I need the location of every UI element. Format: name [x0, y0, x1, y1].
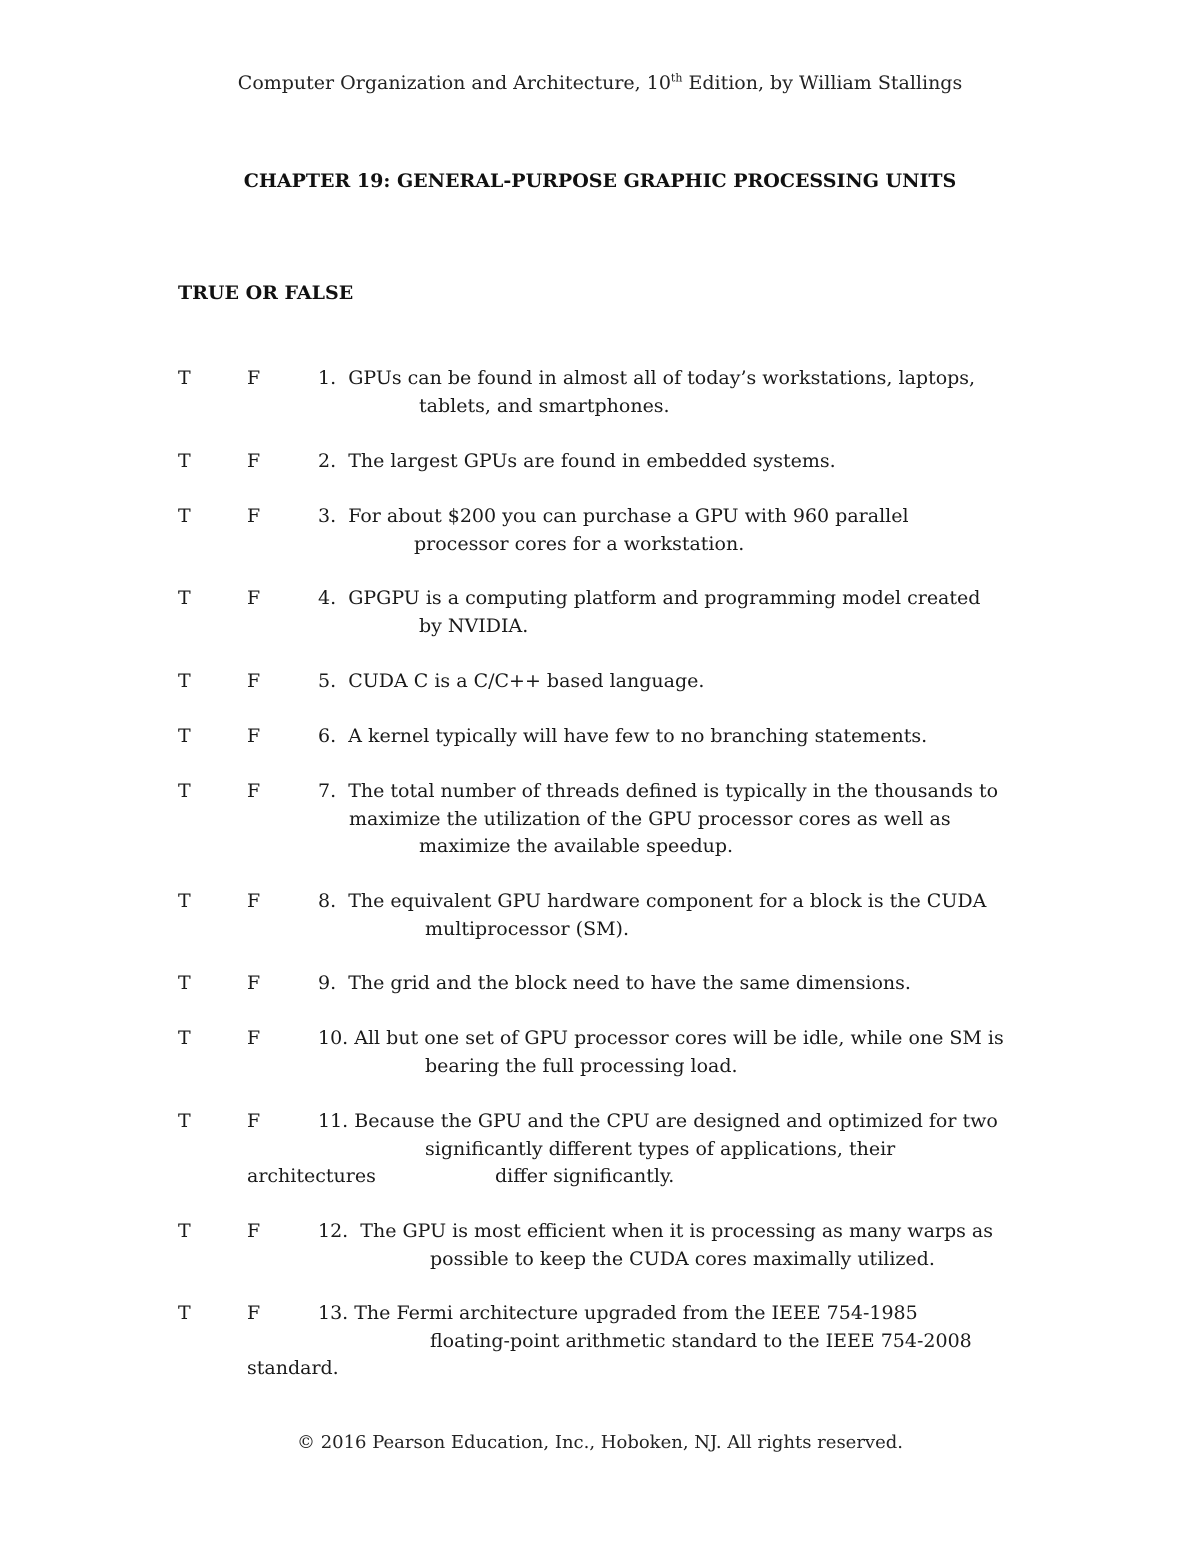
true-option[interactable]: T: [178, 1302, 191, 1324]
question-text-continued: maximize the available speedup.: [419, 835, 734, 857]
section-title: TRUE OR FALSE: [178, 282, 354, 304]
true-option[interactable]: T: [178, 505, 191, 527]
false-option[interactable]: F: [247, 972, 261, 994]
question-text: 3. For about $200 you can purchase a GPU with 960 parallel: [318, 505, 909, 527]
false-option[interactable]: F: [247, 1110, 261, 1132]
question-text-continued: differ significantly.: [495, 1165, 675, 1187]
false-option[interactable]: F: [247, 367, 261, 389]
question-text: 4. GPGPU is a computing platform and programming model created: [318, 587, 981, 609]
question-text-continued: tablets, and smartphones.: [419, 394, 670, 417]
question-text: 13. The Fermi architecture upgraded from the IEEE 754-1985: [318, 1302, 918, 1324]
question-text-continued: possible to keep the CUDA cores maximally utilized.: [430, 1247, 935, 1270]
false-option[interactable]: F: [247, 587, 261, 609]
question-text: 6. A kernel typically will have few to no branching statements.: [318, 725, 928, 747]
question-text-continued: floating-point arithmetic standard to the IEEE 754-2008: [430, 1329, 972, 1352]
true-option[interactable]: T: [178, 1027, 191, 1049]
false-option[interactable]: F: [247, 1027, 261, 1049]
true-option[interactable]: T: [178, 367, 191, 389]
question-text: 7. The total number of threads defined is typically in the thousands to: [318, 780, 999, 802]
false-option[interactable]: F: [247, 450, 261, 472]
false-option[interactable]: F: [247, 890, 261, 912]
header-superscript: th: [670, 71, 683, 85]
question-text: 9. The grid and the block need to have the same dimensions.: [318, 972, 911, 994]
question-text: 1. GPUs can be found in almost all of today’s workstations, laptops,: [318, 367, 976, 389]
false-option[interactable]: F: [247, 1220, 261, 1242]
true-option[interactable]: T: [178, 1220, 191, 1242]
false-option[interactable]: F: [247, 670, 261, 692]
question-text-continued: processor cores for a workstation.: [414, 532, 745, 555]
question-text-continued: bearing the full processing load.: [425, 1054, 738, 1077]
false-option[interactable]: F: [247, 725, 261, 747]
question-text: 5. CUDA C is a C/C++ based language.: [318, 670, 705, 692]
question-text-continued: maximize the utilization of the GPU processor cores as well as: [349, 807, 951, 830]
header-text-before: Computer Organization and Architecture, 10: [237, 72, 671, 94]
question-text-continued: architectures: [247, 1165, 376, 1187]
true-option[interactable]: T: [178, 670, 191, 692]
true-option[interactable]: T: [178, 450, 191, 472]
copyright-footer: © 2016 Pearson Education, Inc., Hoboken, NJ. All rights reserved.: [296, 1432, 904, 1453]
false-option[interactable]: F: [247, 505, 261, 527]
true-option[interactable]: T: [178, 587, 191, 609]
true-option[interactable]: T: [178, 780, 191, 802]
question-text: 12. The GPU is most efficient when it is processing as many warps as: [318, 1220, 994, 1242]
true-option[interactable]: T: [178, 725, 191, 747]
chapter-title: CHAPTER 19: GENERAL-PURPOSE GRAPHIC PROCESSING UNITS: [243, 170, 957, 192]
question-text: 2. The largest GPUs are found in embedded systems.: [318, 450, 836, 472]
question-text: 10. All but one set of GPU processor cores will be idle, while one SM is: [318, 1027, 1004, 1049]
question-text-continued: standard.: [247, 1357, 339, 1379]
question-text: 11. Because the GPU and the CPU are designed and optimized for two: [318, 1110, 998, 1132]
false-option[interactable]: F: [247, 1302, 261, 1324]
question-text-continued: by NVIDIA.: [419, 614, 529, 637]
true-option[interactable]: T: [178, 1110, 191, 1132]
question-text-continued: significantly different types of applications, their: [425, 1137, 896, 1160]
question-text-continued: multiprocessor (SM).: [425, 917, 630, 940]
header-text-after: Edition, by William Stallings: [682, 72, 963, 94]
question-text: 8. The equivalent GPU hardware component for a block is the CUDA: [318, 890, 987, 912]
true-option[interactable]: T: [178, 890, 191, 912]
true-option[interactable]: T: [178, 972, 191, 994]
book-header: [0, 72, 1200, 94]
false-option[interactable]: F: [247, 780, 261, 802]
